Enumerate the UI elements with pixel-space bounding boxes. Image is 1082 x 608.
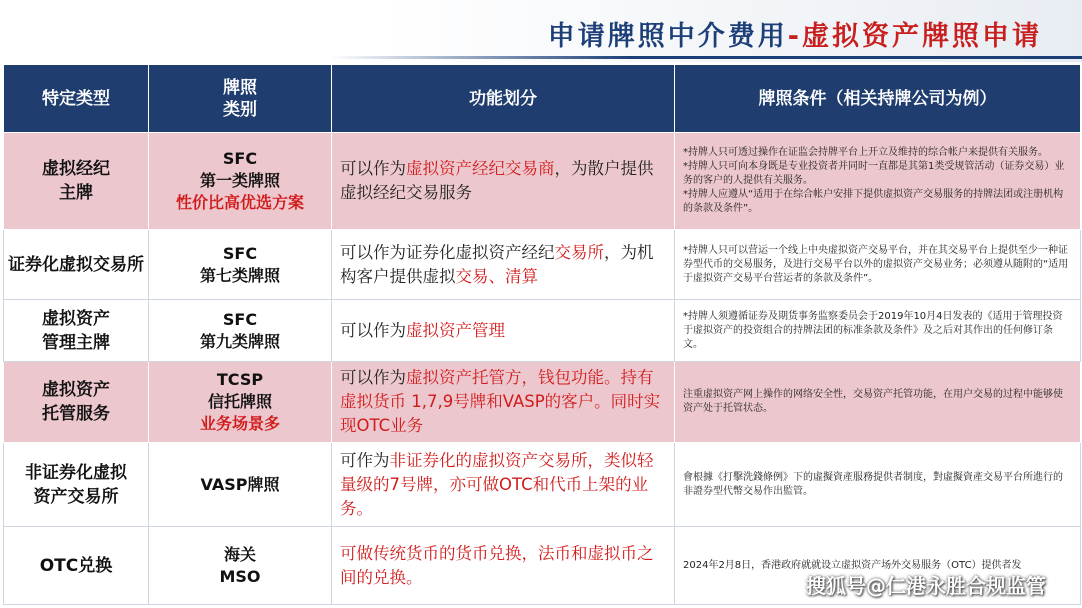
function-highlight: 虚拟资产托管方，钱包功能。持有虚拟货币 1,7,9号牌和VASP的客户。同时实现OTC业务 <box>340 368 661 435</box>
header-category: 牌照 类别 <box>149 65 332 133</box>
category-line: SFC <box>222 149 258 168</box>
table-row <box>4 362 1081 443</box>
function-text: ，为散户提供虚拟经纪交易服务 <box>340 159 654 202</box>
category-line: 业务场景多 <box>199 414 280 433</box>
row-function <box>332 527 675 605</box>
category-line: VASP牌照 <box>200 474 280 494</box>
row-category <box>149 133 332 230</box>
row-function <box>332 362 675 443</box>
function-highlight: 交易、清算 <box>455 266 538 286</box>
row-category <box>149 230 332 300</box>
table-row <box>4 443 1081 527</box>
category-line: 第七类牌照 <box>199 265 280 285</box>
row-category <box>149 362 332 443</box>
row-conditions: *持牌人须遵循证券及期货事务监察委员会于2019年10月4日发表的《适用于管理投资于虚拟资产的投资组合的持牌法团的标准条款及条件》及之后对其作出的任何修订条文。 <box>675 300 1081 362</box>
function-highlight: 非证券化的虚拟资产交易所，类似轻量级的7号牌，亦可做OTC和代币上架的业务。 <box>340 450 654 518</box>
header-type: 特定类型 <box>4 65 149 133</box>
row-type: OTC兑换 <box>4 527 149 605</box>
function-highlight: 交易所 <box>554 242 604 262</box>
table-row <box>4 300 1081 362</box>
row-category <box>149 527 332 605</box>
table-row <box>4 133 1081 230</box>
row-type: 证券化虚拟交易所 <box>4 230 149 300</box>
function-text: 可以作为 <box>340 368 406 387</box>
watermark: 搜狐号@仁港永胜合规监管 <box>806 574 1046 598</box>
category-line: 第九类牌照 <box>199 331 280 351</box>
category-line: 信托牌照 <box>207 392 272 411</box>
row-function <box>332 230 675 300</box>
category-line: 海关 <box>223 544 256 564</box>
function-text: 可作为 <box>340 450 390 470</box>
title-underline <box>330 56 1082 59</box>
row-category <box>149 443 332 527</box>
row-conditions: 注重虚拟资产网上操作的网络安全性，交易资产托管功能，在用户交易的过程中能够使资产处于托管状态。 <box>675 362 1081 443</box>
row-type: 虚拟经纪 主牌 <box>4 133 149 230</box>
table-row <box>4 230 1081 300</box>
function-highlight: 可做传统货币的货币兑换，法币和虚拟币之间的兑换。 <box>340 543 654 587</box>
row-conditions: *持牌人只可透过操作在证监会持牌平台上开立及维持的综合帐户来提供有关服务。 *持牌人只可向本身既是专业投资者并同时一直都是其第1类受规管活动（证券交易）业务的客户的人提供有关服务。 *持牌人应遵从“适用于在综合帐户安排下提供虚拟资产交易服务的持牌法团或注册机构的条款及条件”。 <box>675 133 1081 230</box>
function-text: 可以作为 <box>340 159 406 178</box>
category-line: 第一类牌照 <box>199 171 280 190</box>
license-table <box>3 64 1081 605</box>
table-header-row <box>4 65 1081 133</box>
function-highlight: 虚拟资产管理 <box>406 320 505 340</box>
row-conditions: *持牌人只可以营运一个线上中央虚拟资产交易平台，并在其交易平台上提供至少一种证券型代币的交易服务，及进行交易平台以外的虚拟资产交易业务；必须遵从随附的“适用于虚拟资产交易平台营运者的条款及条件”。 <box>675 230 1081 300</box>
category-line: MSO <box>219 566 261 586</box>
row-type: 非证券化虚拟 资产交易所 <box>4 443 149 527</box>
row-function <box>332 133 675 230</box>
row-function <box>332 443 675 527</box>
title-sub: 虚拟资产牌照申请 <box>802 21 1042 52</box>
function-text: 可以作为证券化虚拟资产经纪 <box>340 242 555 262</box>
page-title <box>548 14 1042 53</box>
category-line: SFC <box>222 309 258 329</box>
header-function: 功能划分 <box>332 65 675 133</box>
row-conditions: 會根據《打擊洗錢條例》下的虛擬資產服務提供者制度，對虛擬資產交易平台所進行的非證券型代幣交易作出監管。 <box>675 443 1081 527</box>
function-highlight: 虚拟资产经纪交易商 <box>406 159 555 178</box>
header-conditions: 牌照条件（相关持牌公司为例） <box>675 65 1081 133</box>
title-bar <box>0 0 1082 62</box>
row-conditions: 2024年2月8日，香港政府就就设立虚拟资产场外交易服务（OTC）提供者发 <box>675 527 1081 605</box>
title-separator: - <box>787 21 802 52</box>
function-text: 可以作为 <box>340 320 406 340</box>
row-type: 虚拟资产 管理主牌 <box>4 300 149 362</box>
function-text: ，为机构客户提供虚拟 <box>340 242 654 286</box>
category-line: 性价比高优选方案 <box>175 193 304 212</box>
row-function <box>332 300 675 362</box>
category-line: SFC <box>222 243 258 263</box>
category-line: TCSP <box>216 370 264 389</box>
row-category <box>149 300 332 362</box>
title-main: 申请牌照中介费用 <box>547 21 788 52</box>
row-type: 虚拟资产 托管服务 <box>4 362 149 443</box>
